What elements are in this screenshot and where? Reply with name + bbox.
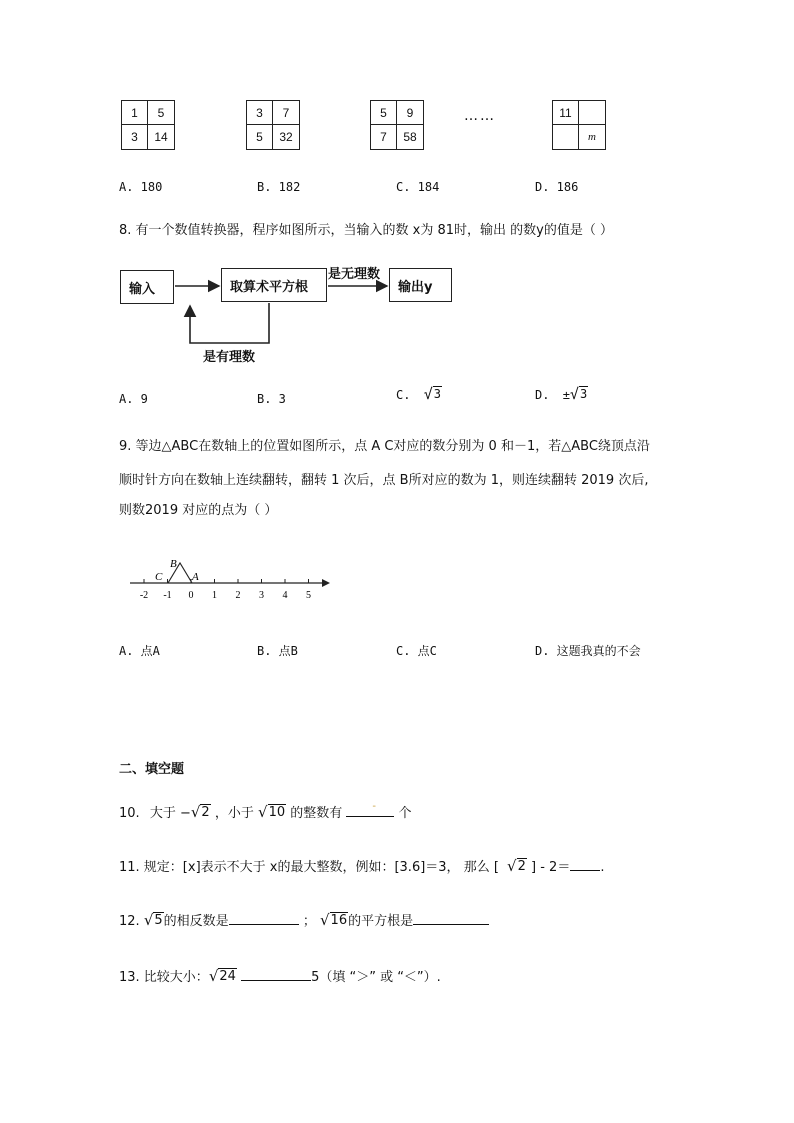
grid-cell: 3 — [247, 101, 273, 125]
radicand: 24 — [219, 969, 236, 984]
q9-option-b[interactable]: B. 点B — [257, 644, 298, 658]
q11-text-end: . — [600, 860, 605, 875]
q10-text-post: 的整数有 — [290, 806, 343, 821]
point-label-b: B — [170, 558, 177, 570]
q7-option-a[interactable]: A. 180 — [119, 180, 163, 194]
grid-cell: 5 — [247, 125, 273, 149]
tick-label: 0 — [188, 590, 194, 601]
section-title: 二、填空题 — [119, 762, 185, 777]
q10-text-mid: ，小于 — [214, 806, 254, 821]
sqrt-symbol: √ 24 — [208, 967, 236, 985]
q13-text-post: 5（填 “＞” 或 “＜”）. — [311, 970, 441, 985]
input-box: 输入 — [120, 270, 174, 304]
answer-blank[interactable] — [570, 858, 600, 871]
answer-blank[interactable] — [413, 912, 489, 925]
grid-cell: 9 — [397, 101, 423, 125]
grid-cell: 5 — [148, 101, 174, 125]
answer-blank[interactable] — [241, 968, 311, 981]
q9-option-c[interactable]: C. 点C — [396, 644, 437, 658]
tick-label: 1 — [212, 590, 217, 601]
plus-minus: ± — [562, 388, 570, 402]
radicand: 10 — [268, 805, 286, 820]
q7-option-c[interactable]: C. 184 — [396, 180, 440, 194]
q11-question — [119, 858, 604, 877]
option-letter: C. — [396, 388, 411, 402]
sqrt-symbol: √ 10 — [258, 803, 286, 821]
grid-cell: 7 — [273, 101, 299, 125]
q12-text-post: 的平方根是 — [348, 914, 414, 929]
tick-label: 5 — [306, 590, 311, 601]
tick-label: 2 — [235, 590, 241, 601]
sqrt-symbol: √ 3 — [423, 385, 441, 403]
point-label-c: C — [155, 571, 163, 583]
grid-cell: 1 — [122, 101, 148, 125]
q9-line-1: 9. 等边△ABC在数轴上的位置如图所示，点 A C对应的数分别为 0 和－1，若△ABC绕顶点沿 — [119, 439, 650, 454]
radicand: 5 — [154, 913, 163, 928]
q9-option-d[interactable]: D. 这题我真的不会 — [535, 644, 641, 658]
point-label-a: A — [192, 571, 199, 583]
blank-mark: - — [372, 801, 377, 812]
sqrt-symbol: √ 2 — [190, 803, 210, 821]
q10-question — [119, 801, 412, 823]
radicand: 2 — [517, 859, 526, 874]
q7-option-b[interactable]: B. 182 — [257, 180, 301, 194]
radicand: 16 — [330, 913, 348, 928]
q10-text-pre: 大于 − — [149, 806, 191, 821]
grid-cell: 58 — [403, 130, 417, 144]
q9-line-2: 顺时针方向在数轴上连续翻转，翻转 1 次后，点 B所对应的数为 1，则连续翻转 2019 次后, — [119, 473, 649, 488]
irrational-label: 是无理数 — [328, 267, 381, 282]
q9-line-3: 则数2019 对应的点为（ ） — [119, 503, 278, 518]
answer-blank[interactable] — [229, 912, 299, 925]
radicand: 2 — [201, 805, 210, 820]
question-number: 12. — [119, 914, 140, 929]
grid-cell: 14 — [154, 130, 168, 144]
radicand: 3 — [579, 387, 588, 401]
q11-text: 11. 规定：[x]表示不大于 x的最大整数，例如：[3.6]＝3， 那么 [ — [119, 860, 499, 875]
radicand: 3 — [433, 387, 441, 401]
grid-cell: 5 — [371, 101, 397, 125]
tick-label: 4 — [282, 590, 288, 601]
tick-label: 3 — [259, 590, 264, 601]
q12-separator: ； — [302, 914, 316, 929]
q13-question — [119, 968, 441, 987]
sqrt-process-box: 取算术平方根 — [221, 268, 327, 302]
ellipsis-text: …… — [464, 108, 496, 124]
q12-question — [119, 912, 489, 931]
rational-label: 是有理数 — [203, 350, 256, 365]
q7-option-d[interactable]: D. 186 — [535, 180, 579, 194]
tick-label: -1 — [163, 590, 172, 601]
grid-cell: 32 — [279, 130, 293, 144]
question-number: 10. — [119, 806, 140, 821]
axis-arrow-icon — [322, 579, 330, 587]
q8-option-b[interactable]: B. 3 — [257, 392, 286, 406]
grid-cell: 7 — [371, 125, 397, 149]
grid-cell: 11 — [553, 101, 579, 125]
sqrt-symbol: √ 5 — [143, 911, 163, 929]
tick-label: -2 — [139, 590, 149, 601]
q8-question-text: 8. 有一个数值转换器，程序如图所示，当输入的数 x为 81时，输出 的数y的值是（ ） — [119, 223, 613, 238]
sqrt-symbol: √ 16 — [319, 911, 348, 929]
answer-blank[interactable] — [346, 801, 394, 817]
option-letter: D. — [535, 388, 550, 402]
grid-cell: m — [588, 131, 596, 143]
sqrt-symbol: √ 3 — [569, 385, 588, 403]
q13-text: 13. 比较大小： — [119, 970, 209, 985]
sqrt-symbol: √ 2 — [507, 857, 526, 875]
q10-text-end: 个 — [398, 806, 412, 821]
q8-option-a[interactable]: A. 9 — [119, 392, 148, 406]
grid-cell: 3 — [122, 125, 148, 149]
q11-text-post: ] - 2＝ — [531, 860, 571, 875]
q9-option-a[interactable]: A. 点A — [119, 644, 160, 658]
output-box: 输出y — [389, 268, 452, 302]
q12-text-mid: 的相反数是 — [163, 914, 229, 929]
